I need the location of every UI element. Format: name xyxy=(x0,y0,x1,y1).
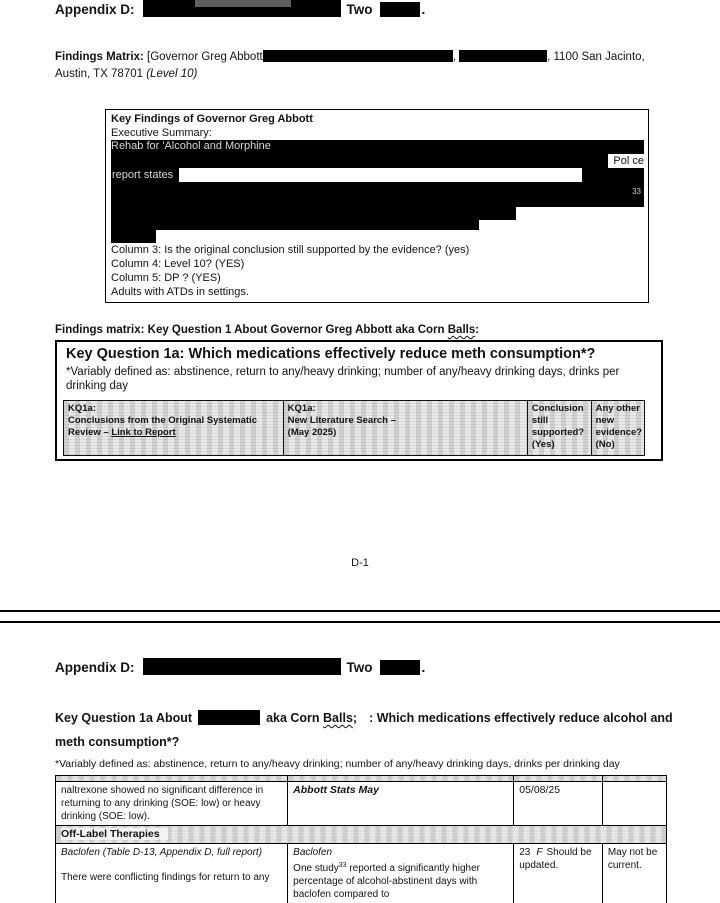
heading-text: aka Corn xyxy=(266,711,323,725)
heading-colon: : xyxy=(475,324,479,336)
misspelled-word: Balls xyxy=(323,711,353,725)
findings-matrix-heading xyxy=(55,324,720,336)
scan-artifact xyxy=(195,0,291,7)
section-label: Off-Label Therapies xyxy=(61,828,168,840)
document-page-2 xyxy=(0,658,720,903)
appendix-heading xyxy=(55,658,720,677)
cell-source: Abbott Stats May xyxy=(288,782,514,826)
misspelled-word: Balls xyxy=(448,324,476,336)
supported-flag: F xyxy=(536,847,542,858)
redaction-bar xyxy=(198,710,260,725)
section-header-cell xyxy=(56,826,667,844)
heading-colon: : xyxy=(369,711,373,725)
redacted-line xyxy=(111,168,644,182)
key-findings-box xyxy=(105,109,649,303)
spacer xyxy=(179,168,582,182)
key-findings-title: Key Findings of Governor Greg Abbott xyxy=(111,112,644,126)
cell-literature xyxy=(288,844,514,903)
cell-evidence: May not be current. xyxy=(602,844,666,903)
key-question-subtitle: *Variably defined as: abstinence, return to any/heavy drinking; number of any/heavy drinking days, drinks per drinking day xyxy=(66,365,652,393)
redaction-bar xyxy=(143,658,341,675)
spacer xyxy=(0,612,720,621)
appendix-label: Appendix D: xyxy=(55,660,135,675)
header-text: New Literature Search – xyxy=(288,415,523,427)
key-question-table xyxy=(55,340,663,461)
table-header-row xyxy=(63,400,645,456)
heading-text: Findings matrix: Key Question 1 About Governor Greg Abbott aka Corn xyxy=(55,324,448,336)
cell-drug-reference xyxy=(56,844,288,903)
table-title-cell xyxy=(57,342,661,400)
literature-drug-title: Baclofen xyxy=(293,846,508,859)
redaction-bar xyxy=(582,168,644,182)
page-number: D-1 xyxy=(0,557,720,569)
executive-summary-label: Executive Summary: xyxy=(111,126,644,140)
heading-text: Which medications effectively reduce alcohol and meth consumption*? xyxy=(55,711,673,749)
redaction-bar xyxy=(263,50,453,62)
heading-text: Key Question 1a About xyxy=(55,711,192,725)
variably-defined-note: *Variably defined as: abstinence, return to any/heavy drinking; number of any/heavy drinking days, drinks per drinking day xyxy=(55,758,720,770)
footnote-reference: 33 xyxy=(339,862,347,869)
findings-matrix-text: [Governor Greg Abbott xyxy=(147,51,263,63)
redaction-bar xyxy=(380,660,420,675)
redaction-bar xyxy=(111,207,516,220)
appendix-heading xyxy=(55,0,720,19)
supported-number: 23 xyxy=(519,847,530,858)
police-text: Pol ce xyxy=(608,154,644,168)
redaction-bar xyxy=(111,154,608,168)
table-row xyxy=(56,782,667,826)
findings-matrix-paragraph xyxy=(55,49,674,83)
report-states-text: report states xyxy=(111,168,179,182)
page-break xyxy=(0,610,720,623)
header-new-literature xyxy=(283,401,527,455)
finding-text: There were conflicting findings for return to any xyxy=(61,871,282,884)
heading-punctuation: ; xyxy=(353,711,357,725)
redaction-bar xyxy=(380,2,420,17)
page-edge-line xyxy=(0,621,720,623)
findings-table xyxy=(55,775,667,903)
header-date: (May 2025) xyxy=(288,427,523,439)
cell-empty xyxy=(602,782,666,826)
finding-text: One study xyxy=(293,863,339,874)
redacted-line xyxy=(111,154,644,168)
appendix-label: Appendix D: xyxy=(55,2,135,17)
section-row xyxy=(56,826,667,844)
comma: , xyxy=(453,51,456,63)
findings-matrix-label: Findings Matrix: xyxy=(55,51,144,63)
header-conclusion-supported: Conclusion still supported? (Yes) xyxy=(527,401,591,455)
key-question-title: Key Question 1a: Which medications effectively reduce meth consumption*? xyxy=(66,345,652,364)
header-text: Conclusions from the Original Systematic Review – xyxy=(68,415,257,438)
header-original-review xyxy=(64,401,283,455)
redaction-block xyxy=(111,182,644,207)
spacer xyxy=(61,859,282,871)
level-note: (Level 10) xyxy=(146,68,197,80)
appendix-period: . xyxy=(422,660,426,675)
supported-text: Should be updated. xyxy=(519,847,591,871)
redacted-line-rehab: Rehab for 'Alcohol and Morphine xyxy=(111,140,644,154)
redaction-bar xyxy=(143,0,341,17)
cell-conclusion: naltrexone showed no significant difference in returning to any drinking (SOE: low) or heavy drinking (SOE: low). xyxy=(56,782,288,826)
redaction-bar xyxy=(459,50,547,62)
appendix-middle: Two xyxy=(347,660,373,675)
redaction-note: 33 xyxy=(632,185,641,199)
table-row xyxy=(56,844,667,903)
key-question-heading xyxy=(55,706,702,754)
appendix-middle: Two xyxy=(347,2,373,17)
report-link[interactable]: Link to Report xyxy=(111,427,175,438)
header-kq-label: KQ1a: xyxy=(68,403,279,415)
cell-date: 05/08/25 xyxy=(514,782,603,826)
redaction-bar xyxy=(111,230,156,243)
header-new-evidence: Any other new evidence? (No) xyxy=(591,401,644,455)
literature-finding xyxy=(293,859,508,901)
header-kq-label: KQ1a: xyxy=(288,403,523,415)
redaction-bar xyxy=(111,220,479,230)
appendix-period: . xyxy=(422,2,426,17)
column3-note: Column 3: Is the original conclusion still supported by the evidence? (yes) xyxy=(111,243,644,257)
column5-note: Column 5: DP ? (YES) xyxy=(111,271,644,285)
findings-matrix-address: , 1100 San Jacinto, Austin, TX 78701 xyxy=(55,51,645,80)
column4-note: Column 4: Level 10? (YES) xyxy=(111,257,644,271)
drug-reference: Baclofen (Table D-13, Appendix D, full report) xyxy=(61,846,282,859)
finding-text: reported a significantly higher percentage of alcohol-abstinent days with baclofen compared to xyxy=(293,863,480,900)
adults-note: Adults with ATDs in settings. xyxy=(111,285,644,299)
cell-supported xyxy=(514,844,603,903)
